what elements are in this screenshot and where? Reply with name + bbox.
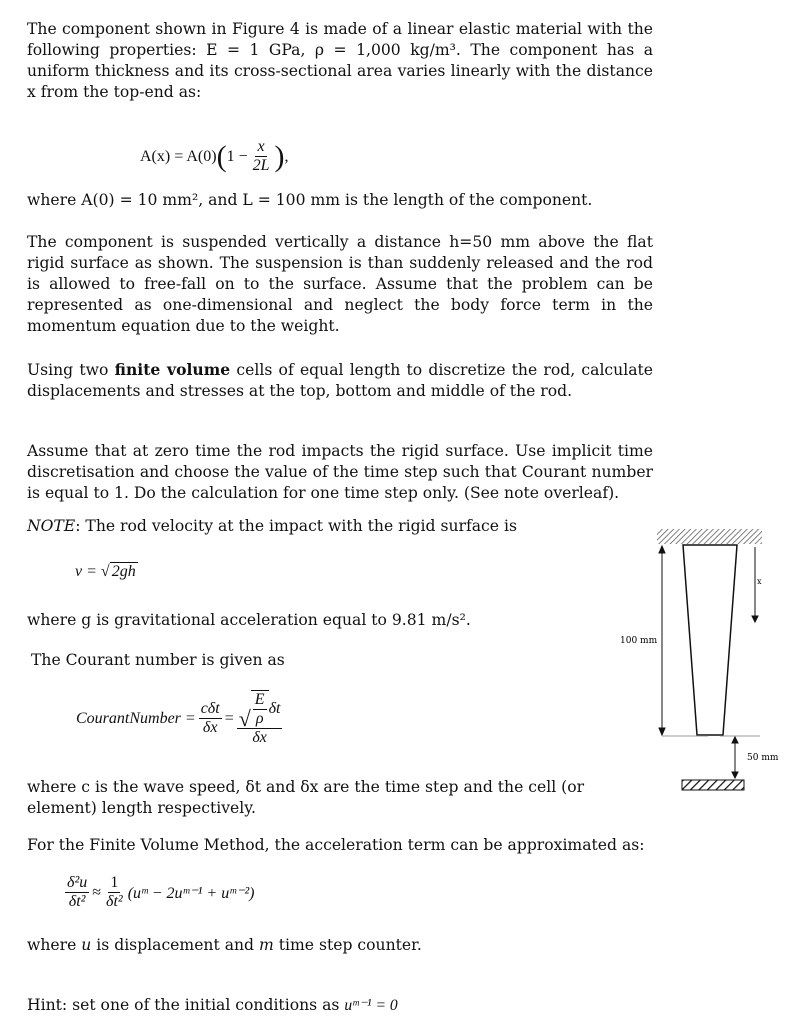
length-label: 100 mm (620, 636, 658, 646)
area-eq-lhs: A(x) = A(0) (140, 147, 217, 165)
text: : The rod velocity at the impact with the rigid surface is (75, 517, 517, 535)
text: time step counter. (273, 936, 422, 954)
acceleration-equation (62, 874, 254, 911)
note-label: NOTE (27, 517, 76, 535)
var: u (81, 936, 92, 954)
where-area-text: where A(0) = 10 mm², and L = 100 mm is the length of the component. (27, 191, 593, 209)
denominator: 2L (252, 157, 270, 174)
courant-lhs: CourantNumber = (76, 709, 196, 727)
v-lhs: v = (75, 562, 97, 580)
numerator: cδt (200, 700, 220, 717)
fraction (199, 700, 222, 737)
text: where (27, 936, 82, 954)
text: cells of equal length to discretize the rod, calculate displacements and stresses at the top, bottom and middle of the rod. (27, 361, 653, 400)
denominator: ρ (255, 710, 264, 727)
impact-paragraph: Assume that at zero time the rod impacts the rigid surface. Use implicit time discretisation and choose the value of the time step such that Courant number is equal to 1. Do the calculation for one time step only. (See note overleaf). (27, 442, 653, 502)
numerator: E (254, 691, 265, 708)
numerator: x (257, 138, 265, 155)
denominator: δx (202, 719, 218, 736)
where-c-text: where c is the wave speed, δt and δx are the time step and the cell (or element) length respectively. (27, 778, 585, 817)
hint-equation: uᵐ⁻¹ = 0 (344, 997, 398, 1014)
equals: = (224, 709, 234, 727)
text: Using two (27, 361, 115, 379)
numerator (237, 690, 283, 729)
area-eq-fraction (251, 138, 272, 175)
note-text (27, 516, 653, 537)
denominator: δt² (106, 893, 123, 910)
velocity-equation (75, 562, 138, 581)
paren-open: ( (216, 139, 227, 173)
approx: ≈ (92, 883, 102, 901)
numerator: δ²u (67, 874, 88, 891)
fraction (237, 690, 283, 747)
radicand: 2gh (111, 563, 136, 580)
fraction (104, 874, 125, 911)
gap-label: 50 mm (747, 753, 779, 763)
dt: δt (268, 700, 281, 717)
figure-4-rod-diagram (620, 520, 799, 800)
text: is displacement and (91, 936, 259, 954)
fraction (251, 690, 269, 728)
paren-close: ) (274, 139, 285, 173)
tapered-rod (683, 545, 737, 735)
area-equation (140, 138, 289, 175)
support-ceiling (657, 529, 762, 544)
bold-text: finite volume (114, 360, 231, 379)
var: m (258, 936, 274, 954)
area-eq-tail: , (284, 147, 289, 165)
length-dimension (659, 546, 708, 736)
denominator: δt² (68, 893, 86, 910)
radical-sign: √ (100, 563, 110, 580)
sqrt (238, 690, 269, 731)
radical-sign: √ (238, 706, 251, 731)
courant-equation (76, 690, 285, 747)
hint-text (27, 995, 653, 1016)
text: Hint: set one of the initial conditions as (27, 996, 345, 1014)
where-u-text (27, 935, 653, 956)
sqrt (101, 562, 138, 581)
area-eq-one-minus: 1 − (226, 147, 248, 165)
denominator: δx (252, 729, 267, 746)
where-g-text: where g is gravitational acceleration equal to 9.81 m/s². (27, 611, 471, 629)
x-axis-label: x (757, 577, 762, 586)
numerator: 1 (110, 874, 119, 891)
accel-rhs: (uᵐ − 2uᵐ⁻¹ + uᵐ⁻²) (127, 884, 255, 902)
finite-volume-paragraph (27, 359, 653, 402)
courant-intro: The Courant number is given as (31, 651, 285, 669)
fraction (65, 874, 89, 911)
suspension-paragraph: The component is suspended vertically a distance h=50 mm above the flat rigid surface as shown. The suspension is than suddenly released and the rod is allowed to free-fall on to the surface. Assume that the problem can be represented as one-dimensional and neglect the body force term in the momentum equation due to the weight. (27, 233, 653, 335)
intro-paragraph: The component shown in Figure 4 is made of a linear elastic material with the following properties: E = 1 GPa, ρ = 1,000 kg/m³. The component has a uniform thickness and its cross-sectional area varies linearly with the distance x from the top-end as: (27, 20, 653, 101)
rigid-surface (682, 780, 744, 790)
fvm-intro: For the Finite Volume Method, the acceleration term can be approximated as: (27, 836, 645, 854)
